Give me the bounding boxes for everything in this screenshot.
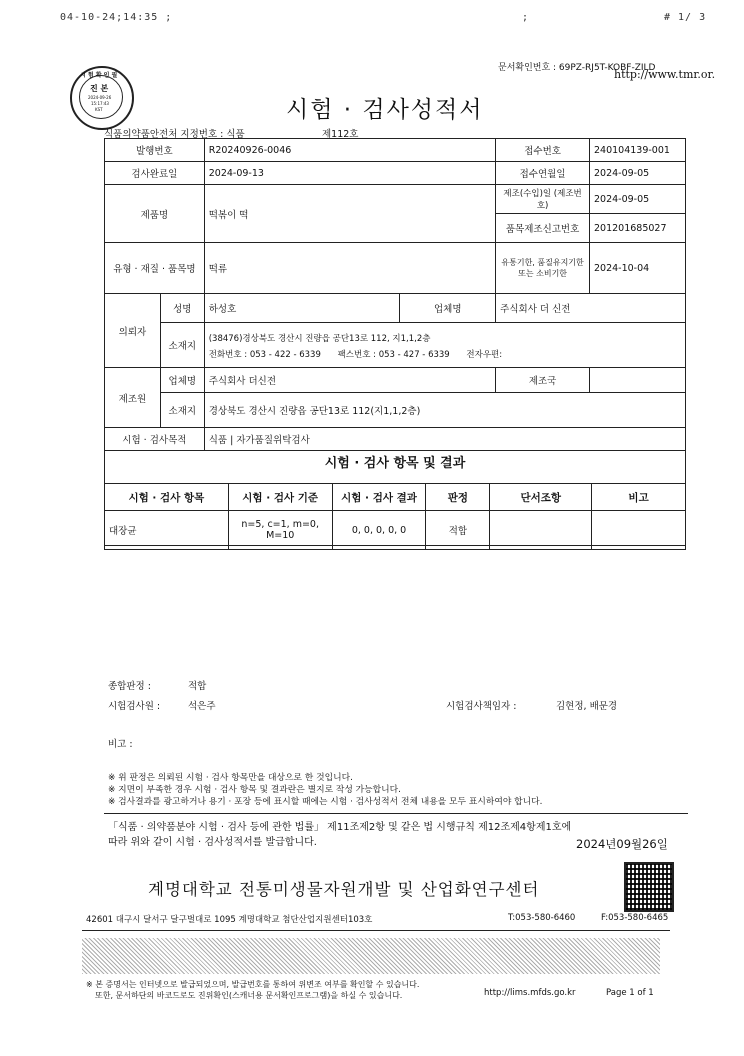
receipt-date-label: 접수연월일 — [496, 162, 590, 185]
receipt-number: 240104139-001 — [589, 139, 685, 162]
note-1: ※ 위 판정은 의뢰된 시험 · 검사 항목만을 대상으로 한 것입니다. — [108, 773, 353, 783]
doc-confirm-number: 문서확인번호 : 69PZ-RJ5T-KOBF-ZILD — [498, 63, 656, 73]
fax-header-mid: ; — [522, 12, 530, 23]
result-standard — [228, 511, 332, 550]
result-judgment: 적합 — [426, 511, 490, 550]
country-label: 제조국 — [496, 368, 590, 393]
result-proviso — [490, 511, 592, 550]
client-company-label: 업체명 — [400, 294, 496, 323]
designation-number: 식품의약품안전처 지정번호 : 식품 — [104, 129, 245, 140]
client-name: 하성호 — [204, 294, 400, 323]
client-email: 전자우편: — [466, 349, 503, 360]
result-standard-line1: n=5, c=1, m=0, — [241, 519, 319, 530]
maker-address: 경상북도 경산시 진량읍 공단13로 112(지1,1,2층) — [204, 393, 685, 428]
client-address-label: 소재지 — [160, 323, 204, 368]
client-phone: 전화번호 : 053 - 422 - 6339 — [208, 349, 321, 360]
stamp-time: 15:17:43 — [91, 101, 109, 106]
footer-note-line2: 또한, 문서하단의 바코드로도 진위확인(스캐너용 문서확인프로그램)을 하실 수 있습니다. — [95, 991, 403, 1000]
col-proviso-header: 단서조항 — [490, 484, 592, 511]
client-fax: 팩스번호 : 053 - 427 - 6339 — [337, 349, 450, 360]
manager-label: 시험검사책임자 : — [446, 701, 517, 712]
designation-number-suffix: 제112호 — [322, 129, 359, 140]
issue-number-label: 발행번호 — [105, 139, 205, 162]
receipt-number-label: 접수번호 — [496, 139, 590, 162]
footer-url: http://lims.mfds.go.kr — [484, 988, 576, 998]
verification-stamp — [70, 66, 134, 130]
results-table — [104, 483, 686, 550]
footer-note-line1: ※ 본 증명서는 인터넷으로 발급되었으며, 발급번호를 통하여 위변조 여부를 확인할 수 있습니다. — [86, 980, 420, 989]
complete-date: 2024-09-13 — [204, 162, 495, 185]
stamp-date: 2024-09-26 — [88, 95, 112, 100]
client-label: 의뢰자 — [105, 294, 161, 368]
remark-label: 비고 : — [108, 739, 133, 750]
col-judgment-header: 판정 — [426, 484, 490, 511]
law-text-line1: 「식품 · 의약품분야 시험 · 검사 등에 관한 법률」 제11조제2항 및 같은 법 시행규칙 제12조제4항제1호에 — [108, 822, 572, 833]
organization-fax: F:053-580-6465 — [601, 913, 669, 923]
result-item: 대장균 — [105, 511, 229, 550]
result-value: 0, 0, 0, 0, 0 — [332, 511, 426, 550]
report-number-label: 품목제조신고번호 — [496, 214, 590, 243]
purpose-value: 식품 | 자가품질위탁검사 — [204, 428, 685, 451]
type-value: 떡류 — [204, 243, 495, 294]
expiry-date: 2024-10-04 — [589, 243, 685, 294]
results-heading: 시험 · 검사 항목 및 결과 — [324, 456, 466, 471]
law-text-line2: 따라 위와 같이 시험 · 검사성적서를 발급합니다. — [108, 837, 317, 848]
maker-label: 제조원 — [105, 368, 161, 428]
qr-code-image — [624, 862, 674, 912]
issue-date: 2024년09월26일 — [576, 837, 668, 851]
security-barcode-image — [82, 938, 660, 974]
result-standard-line2: M=10 — [266, 530, 295, 541]
client-name-label: 성명 — [160, 294, 204, 323]
result-row — [105, 511, 686, 550]
col-result-header: 시험 · 검사 결과 — [332, 484, 426, 511]
inspector-label: 시험검사원 : — [108, 701, 161, 712]
stamp-tz: KST — [95, 107, 103, 112]
purpose-label: 시험 · 검사목적 — [105, 428, 205, 451]
stamp-text-top: 시 험 확 인 필 — [80, 72, 118, 79]
manager-names: 김현정, 배문경 — [556, 701, 618, 712]
overall-judgment: 적합 — [188, 681, 207, 692]
document-title: 시험 · 검사성적서 — [286, 97, 484, 123]
note-2: ※ 지면이 부족한 경우 시험 · 검사 항목 및 결과란은 별지로 작성 가능합니다. — [108, 785, 401, 795]
expiry-label: 유통기한, 품질유지기한 또는 소비기한 — [496, 243, 590, 294]
fax-header-page: # 1/ 3 — [664, 12, 707, 23]
notes-block — [108, 772, 542, 808]
footer-divider — [82, 930, 670, 931]
col-item-header: 시험 · 검사 항목 — [105, 484, 229, 511]
country-value — [589, 368, 685, 393]
report-number: 201201685027 — [589, 214, 685, 243]
top-url: http://www.tmr.or. — [614, 68, 716, 81]
notes-divider — [104, 813, 688, 814]
note-3: ※ 검사결과를 광고하거나 용기 · 포장 등에 표시할 때에는 시험 · 검사성적서 전체 내용을 모두 표시하여야 합니다. — [108, 797, 543, 807]
col-remark-header: 비고 — [592, 484, 686, 511]
organization-address: 42601 대구시 달서구 달구벌대로 1095 계명대학교 첨단산업지원센터103호 — [86, 915, 373, 925]
receipt-date: 2024-09-05 — [589, 162, 685, 185]
organization-name: 계명대학교 전통미생물자원개발 및 산업화연구센터 — [148, 880, 540, 899]
client-company: 주식회사 더 신전 — [496, 294, 686, 323]
issue-number: R20240926-0046 — [204, 139, 495, 162]
product-name-label: 제품명 — [105, 185, 205, 243]
client-address-cell — [204, 323, 685, 368]
info-table — [104, 138, 686, 451]
maker-company-label: 업체명 — [160, 368, 204, 393]
client-contact-line — [205, 346, 685, 362]
type-label: 유형 · 재질 · 품목명 — [105, 243, 205, 294]
product-name: 떡볶이 떡 — [204, 185, 495, 243]
complete-date-label: 검사완료일 — [105, 162, 205, 185]
client-address: (38476)경상북도 경산시 진량읍 공단13로 112, 지1,1,2층 — [208, 333, 431, 344]
col-standard-header: 시험 · 검사 기준 — [228, 484, 332, 511]
overall-judgment-label: 종합판정 : — [108, 681, 151, 692]
fax-header-left: 04-10-24;14:35 ; — [60, 12, 173, 23]
manufacture-date: 2024-09-05 — [589, 185, 685, 214]
organization-tel: T:053-580-6460 — [508, 913, 576, 923]
footer-page: Page 1 of 1 — [606, 988, 654, 998]
stamp-text-main: 진 본 — [90, 84, 109, 93]
maker-address-label: 소재지 — [160, 393, 204, 428]
inspector-name: 석은주 — [188, 701, 216, 712]
manufacture-date-label: 제조(수입)일 (제조번호) — [496, 185, 590, 214]
result-remark — [592, 511, 686, 550]
maker-company: 주식회사 더신전 — [204, 368, 495, 393]
